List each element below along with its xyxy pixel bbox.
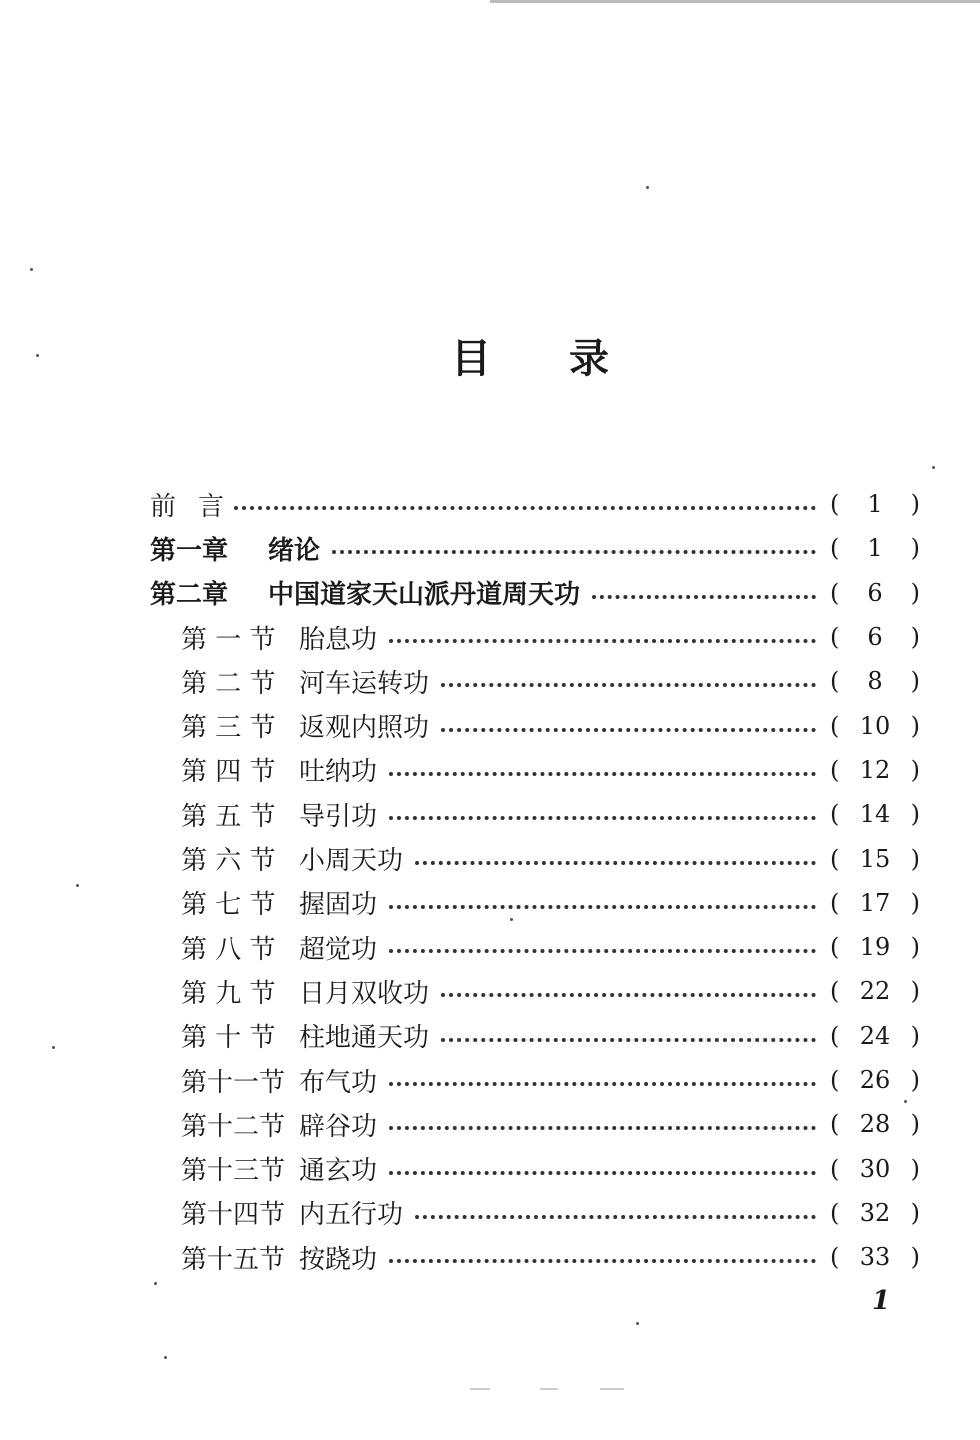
open-paren: ( (830, 578, 840, 607)
close-paren: ) (910, 977, 920, 1006)
toc-label: 第二章 (150, 580, 229, 611)
toc-label: 第 四 节 (181, 757, 276, 788)
toc-page-ref (830, 1110, 920, 1138)
toc-heading: 小周天功 (299, 846, 404, 877)
toc-heading: 辟谷功 (299, 1111, 378, 1142)
scan-speck (510, 918, 513, 921)
open-paren: ( (830, 1021, 840, 1050)
toc-row-section (150, 1235, 920, 1279)
toc-row-chapter (150, 526, 920, 570)
toc-row-preface (150, 482, 920, 526)
toc-label: 前言 (150, 491, 247, 522)
dot-leader (389, 639, 816, 643)
close-paren: ) (910, 1198, 920, 1227)
dot-leader (592, 595, 816, 599)
toc-heading: 内五行功 (299, 1200, 404, 1231)
close-paren: ) (910, 1066, 920, 1094)
toc-page-number: 19 (859, 933, 891, 962)
toc-row-section (150, 659, 920, 703)
scan-speck (470, 1388, 490, 1390)
toc-page-ref (830, 623, 920, 651)
page-title-char-2: 录 (569, 335, 609, 382)
toc-label: 第十一节 (181, 1067, 286, 1098)
toc-label: 第 一 节 (181, 624, 276, 655)
toc-heading: 布气功 (299, 1067, 378, 1098)
open-paren: ( (830, 534, 840, 563)
scan-speck (636, 1322, 639, 1325)
toc-heading: 中国道家天山派丹道周天功 (268, 580, 581, 611)
toc-row-section (150, 1146, 920, 1190)
toc-page-number: 30 (859, 1154, 891, 1183)
close-paren: ) (910, 667, 920, 696)
toc-page-ref (830, 845, 920, 873)
toc-page-ref (830, 534, 920, 562)
close-paren: ) (910, 755, 920, 784)
dot-leader (234, 506, 816, 510)
toc-heading: 握固功 (299, 890, 378, 921)
scan-speck (904, 1100, 907, 1103)
toc-page-number: 32 (859, 1198, 891, 1227)
open-paren: ( (830, 711, 840, 740)
open-paren: ( (830, 667, 840, 696)
toc-label: 第 二 节 (181, 668, 276, 699)
dot-leader (389, 1126, 816, 1130)
toc-row-section (150, 1191, 920, 1235)
toc-heading: 吐纳功 (299, 757, 378, 788)
toc-page-number: 8 (867, 667, 883, 696)
toc-page-ref (830, 1199, 920, 1227)
toc-row-section (150, 703, 920, 747)
close-paren: ) (910, 1110, 920, 1139)
toc-heading: 超觉功 (299, 934, 378, 965)
toc-label: 第十三节 (181, 1156, 286, 1187)
scan-speck (36, 354, 39, 357)
scan-speck (30, 268, 33, 271)
toc-label: 第 十 节 (181, 1023, 276, 1054)
scan-speck (164, 1356, 167, 1359)
toc-row-section (150, 1058, 920, 1102)
toc-page-ref (830, 1066, 920, 1094)
toc-page-ref (830, 889, 920, 917)
toc-page-ref (830, 490, 920, 518)
toc-page-ref (830, 977, 920, 1005)
toc-page-ref (830, 579, 920, 607)
toc-row-section (150, 881, 920, 925)
toc-heading: 通玄功 (299, 1156, 378, 1187)
toc-label: 第 六 节 (181, 846, 276, 877)
open-paren: ( (830, 1110, 840, 1139)
open-paren: ( (830, 933, 840, 962)
scan-speck (932, 466, 935, 469)
toc-page-number: 1 (867, 490, 883, 519)
table-of-contents (150, 482, 920, 1279)
dot-leader (389, 1259, 816, 1263)
toc-page-number: 15 (859, 844, 891, 873)
toc-heading: 胎息功 (299, 624, 378, 655)
dot-leader (389, 949, 816, 953)
toc-page-ref (830, 1243, 920, 1271)
toc-page-number: 14 (859, 800, 891, 829)
toc-page-number: 1 (867, 534, 883, 563)
toc-row-chapter (150, 571, 920, 615)
toc-page-ref (830, 756, 920, 784)
dot-leader (441, 728, 816, 732)
close-paren: ) (910, 888, 920, 917)
open-paren: ( (830, 1154, 840, 1183)
page-title (0, 327, 980, 384)
scan-speck (154, 1282, 157, 1285)
toc-page-number: 12 (859, 755, 891, 784)
dot-leader (389, 772, 816, 776)
toc-page-ref (830, 1022, 920, 1050)
toc-label: 第十五节 (181, 1244, 286, 1275)
toc-page-number: 28 (859, 1110, 891, 1139)
close-paren: ) (910, 1243, 920, 1272)
close-paren: ) (910, 1154, 920, 1183)
toc-label: 第 九 节 (181, 978, 276, 1009)
toc-label: 第 八 节 (181, 934, 276, 965)
toc-page-number: 10 (859, 711, 891, 740)
toc-page-ref (830, 933, 920, 961)
scan-speck (600, 1388, 624, 1390)
dot-leader (389, 905, 816, 909)
dot-leader (441, 993, 816, 997)
toc-heading: 柱地通天功 (299, 1023, 430, 1054)
close-paren: ) (910, 623, 920, 652)
open-paren: ( (830, 977, 840, 1006)
toc-heading: 返观内照功 (299, 713, 430, 744)
close-paren: ) (910, 578, 920, 607)
page-number: 1 (872, 1286, 891, 1316)
close-paren: ) (910, 933, 920, 962)
top-edge-rule (490, 0, 980, 3)
dot-leader (389, 1082, 816, 1086)
scan-speck (646, 186, 649, 189)
dot-leader (332, 550, 816, 554)
open-paren: ( (830, 1198, 840, 1227)
toc-row-section (150, 615, 920, 659)
toc-row-section (150, 925, 920, 969)
toc-page-ref (830, 1155, 920, 1183)
close-paren: ) (910, 1021, 920, 1050)
toc-page-number: 26 (859, 1066, 891, 1094)
close-paren: ) (910, 490, 920, 519)
toc-heading: 日月双收功 (299, 978, 430, 1009)
dot-leader (441, 1038, 816, 1042)
close-paren: ) (910, 844, 920, 873)
toc-row-section (150, 969, 920, 1013)
open-paren: ( (830, 623, 840, 652)
close-paren: ) (910, 800, 920, 829)
toc-page-number: 22 (859, 977, 891, 1006)
toc-label: 第十四节 (181, 1200, 286, 1231)
toc-page-number: 33 (859, 1243, 891, 1272)
toc-label: 第十二节 (181, 1111, 286, 1142)
page-title-char-1: 目 (451, 335, 491, 382)
toc-row-section (150, 836, 920, 880)
open-paren: ( (830, 1243, 840, 1272)
toc-label: 第一章 (150, 535, 229, 566)
open-paren: ( (830, 844, 840, 873)
toc-heading: 导引功 (299, 801, 378, 832)
toc-page-number: 6 (867, 578, 883, 607)
dot-leader (415, 1215, 816, 1219)
toc-page-number: 24 (859, 1021, 891, 1050)
toc-page-ref (830, 800, 920, 828)
dot-leader (389, 1171, 816, 1175)
scan-speck (76, 884, 79, 887)
toc-page-number: 6 (867, 623, 883, 652)
toc-heading: 绪论 (268, 535, 321, 566)
dot-leader (415, 861, 816, 865)
toc-page-ref (830, 667, 920, 695)
toc-heading: 河车运转功 (299, 668, 430, 699)
toc-row-section (150, 748, 920, 792)
open-paren: ( (830, 800, 840, 829)
close-paren: ) (910, 711, 920, 740)
toc-heading: 按跷功 (299, 1244, 378, 1275)
open-paren: ( (830, 888, 840, 917)
scan-speck (540, 1388, 558, 1390)
dot-leader (389, 816, 816, 820)
open-paren: ( (830, 755, 840, 784)
toc-row-section (150, 792, 920, 836)
toc-label: 第 七 节 (181, 890, 276, 921)
toc-label: 第 三 节 (181, 713, 276, 744)
toc-page-ref (830, 712, 920, 740)
toc-row-section (150, 1014, 920, 1058)
toc-label: 第 五 节 (181, 801, 276, 832)
toc-page-number: 17 (859, 888, 891, 917)
dot-leader (441, 683, 816, 687)
scan-speck (52, 1046, 55, 1049)
toc-row-section (150, 1102, 920, 1146)
open-paren: ( (830, 490, 840, 519)
open-paren: ( (830, 1066, 840, 1094)
close-paren: ) (910, 534, 920, 563)
